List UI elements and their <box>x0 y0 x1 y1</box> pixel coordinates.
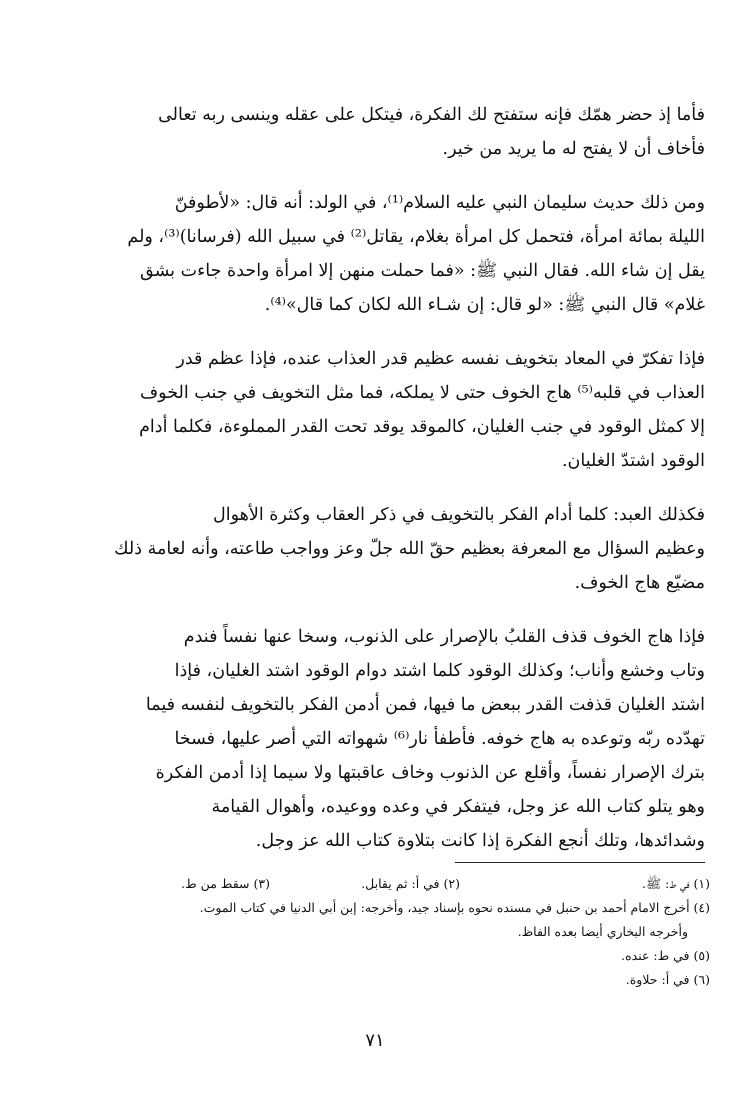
footnote-4-continuation: وأخرجه البخاري أيضا بعده الفاظ. <box>517 924 688 939</box>
main-text <box>45 98 705 878</box>
text-line: يقل إن شاء الله. فقال النبي ﷺ: «فما حملت منهن إلا امرأة واحدة جاءت بشق <box>139 261 705 281</box>
footnote-5: (٥) في ط: عنده. <box>621 948 710 963</box>
text-line: الوقود اشتدّ الغليان. <box>561 451 705 471</box>
text-line: فأما إذ حضر همّك فإنه ستفتح لك الفكرة، فيتكل على عقله وينسى ربه تعالى <box>158 105 705 125</box>
paragraph <box>45 342 705 478</box>
text-line: وتاب وخشع وأناب؛ وكذلك الوقود كلما اشتد دوام الوقود اشتد الغليان، فإذا <box>174 661 705 681</box>
footnote-row <box>40 872 710 896</box>
text-line: بترك الإصرار نفساً، وأقلع عن الذنوب وخاف عاقبتها ولا سيما إذا أدمن الفكرة <box>155 763 705 783</box>
text-line: فأخاف أن لا يفتح له ما يريد من خير. <box>442 139 705 159</box>
paragraph <box>45 498 705 600</box>
footnote-1: (١) في ط: ﷺ. <box>642 876 710 891</box>
footnote-separator <box>455 862 705 863</box>
text-line: مضيّع هاج الخوف. <box>574 573 705 593</box>
text-line: اشتد الغليان قذفت القدر ببعض ما فيها، فمن أدمن الفكر بالتخويف لنفسه فيما <box>145 695 705 715</box>
page-number: ٧١ <box>365 1030 385 1051</box>
text-line: إلا كمثل الوقود في جنب الغليان، كالموقد يوقد تحت القدر المملوءة، فكلما أدام <box>139 417 705 437</box>
paragraph <box>45 186 705 322</box>
footnotes <box>40 872 710 992</box>
footnote-3: (٣) سقط من ط. <box>181 876 270 891</box>
text-line: فإذا تفكرّ في المعاد بتخويف نفسه عظيم قدر العذاب عنده، فإذا عظم قدر <box>176 349 705 369</box>
text-line: ومن ذلك حديث سليمان النبي عليه السلام⁽¹⁾، في الولد: أنه قال: «لأطوفنّ <box>174 193 705 213</box>
footnote-4: (٤) أخرج الامام أحمد بن حنبل في مسنده نحوه بإسناد جيد، وأخرجه: إبن أبي الدنيا في كتاب الموت. <box>199 900 710 915</box>
text-line: وعظيم السؤال مع المعرفة بعظيم حقّ الله جلّ وعز وواجب طاعته، وأنه لعامة ذلك <box>114 539 705 559</box>
text-line: فكذلك العبد: كلما أدام الفكر بالتخويف في ذكر العقاب وكثرة الأهوال <box>213 505 705 525</box>
text-line: فإذا هاج الخوف قذف القلبُ بالإصرار على الذنوب، وسخا عنها نفساً فندم <box>183 627 705 647</box>
footnote-2: (٢) في أ: ثم يقابل. <box>361 876 460 891</box>
text-line: غلام» قال النبي ﷺ: «لو قال: إن شـاء الله لكان كما قال»⁽⁴⁾. <box>264 295 705 315</box>
text-line: الليلة بمائة امرأة، فتحمل كل امرأة بغلام، يقاتل⁽²⁾ في سبيل الله (فرسانا)⁽³⁾، ولم <box>127 227 705 247</box>
paragraph <box>45 620 705 858</box>
text-line: العذاب في قلبه⁽⁵⁾ هاج الخوف حتى لا يملكه، فما مثل التخويف في جنب الخوف <box>140 383 705 403</box>
text-line: وشدائدها، وتلك أنجع الفكرة إذا كانت بتلاوة كتاب الله عز وجل. <box>255 831 705 851</box>
footnote-6: (٦) في أ: حلاوة. <box>625 972 710 987</box>
text-line: وهو يتلو كتاب الله عز وجل، فيتفكر في وعده ووعيده، وأهوال القيامة <box>211 797 705 817</box>
paragraph <box>45 98 705 166</box>
text-line: تهدّده ربّه وتوعده به هاج خوفه. فأطفأ نار⁽⁶⁾ شهواته التي أصر عليها، فسخا <box>174 729 705 749</box>
